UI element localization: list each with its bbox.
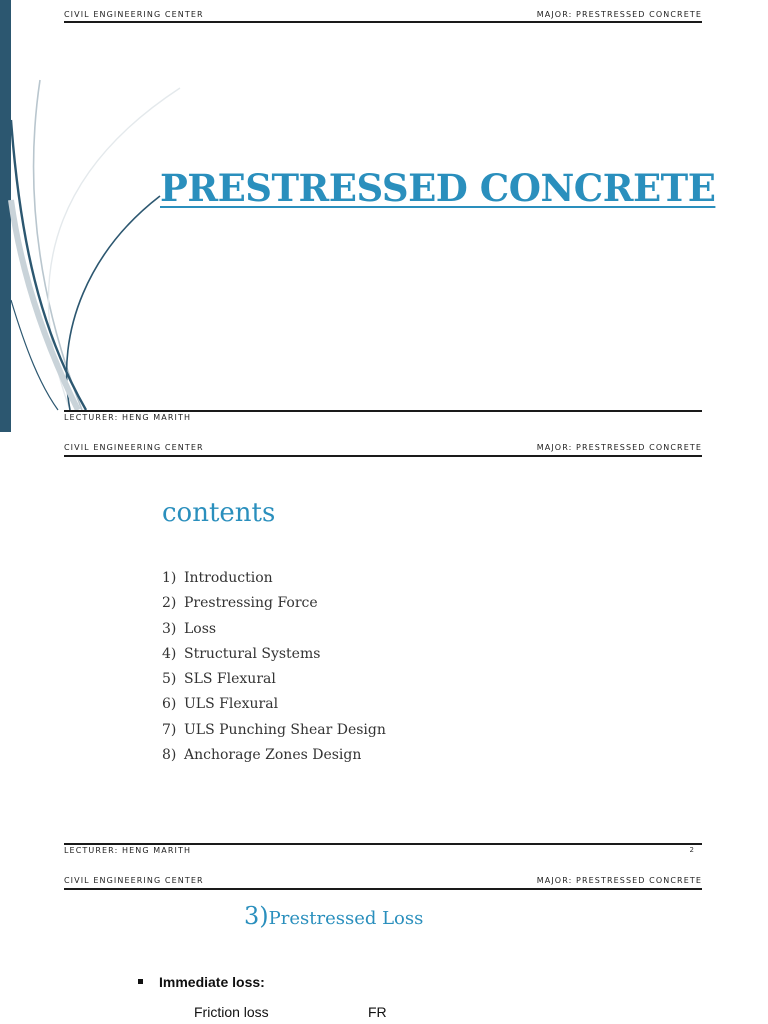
header-right: MAJOR: PRESTRESSED CONCRETE (536, 876, 702, 885)
section-title: Prestressed Loss (268, 908, 424, 929)
footer-rule (64, 410, 702, 412)
toc-item[interactable]: 3) Loss (162, 620, 217, 637)
toc-item[interactable]: 4) Structural Systems (162, 645, 321, 662)
table-of-contents (162, 568, 386, 770)
toc-item[interactable]: 1) Introduction (162, 570, 273, 586)
sub-item-label: Friction loss (194, 1004, 269, 1020)
footer-lecturer: LECTURER: HENG MARITH (64, 413, 192, 422)
sub-item-abbreviation: FR (368, 1004, 387, 1020)
toc-item[interactable]: 6) ULS Flexural (162, 696, 279, 713)
toc-item[interactable]: 2) Prestressing Force (162, 595, 318, 612)
header-right: MAJOR: PRESTRESSED CONCRETE (536, 443, 702, 452)
cover-page (0, 0, 768, 432)
toc-item[interactable]: 8) Anchorage Zones Design (162, 747, 362, 764)
header-left: CIVIL ENGINEERING CENTER (64, 876, 204, 885)
footer-lecturer: LECTURER: HENG MARITH (64, 846, 192, 855)
cover-swoosh-decoration (0, 0, 200, 432)
header-rule (64, 455, 702, 457)
toc-item[interactable]: 7) ULS Punching Shear Design (162, 721, 386, 738)
header-rule (64, 888, 702, 890)
header-right: MAJOR: PRESTRESSED CONCRETE (536, 10, 702, 19)
document-title: PRESTRESSED CONCRETE (160, 166, 716, 210)
toc-item[interactable]: 5) SLS Flexural (162, 671, 276, 688)
bullet-square-icon (138, 979, 143, 984)
section-page (0, 868, 768, 1024)
bullet-item: Immediate loss: (138, 974, 265, 990)
section-number: 3) (244, 902, 269, 930)
page-number: 2 (689, 846, 694, 854)
header-left: CIVIL ENGINEERING CENTER (64, 10, 204, 19)
contents-page (0, 432, 768, 868)
header-left: CIVIL ENGINEERING CENTER (64, 443, 204, 452)
footer-rule (64, 843, 702, 845)
header-rule (64, 21, 702, 23)
section-heading (244, 902, 423, 930)
contents-heading: contents (162, 498, 276, 528)
